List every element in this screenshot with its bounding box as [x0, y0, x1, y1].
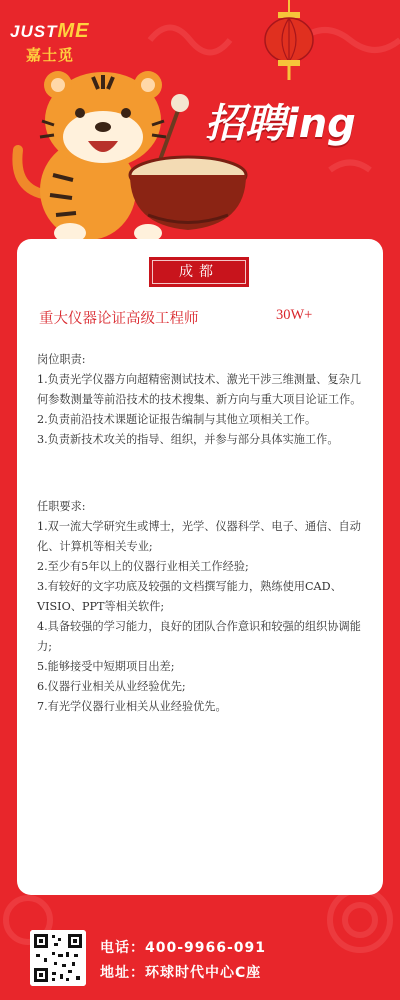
requirement-item: 5.能够接受中短期项目出差;	[37, 660, 175, 673]
requirement-item: 4.具备较强的学习能力，良好的团队合作意识和较强的组织协调能力;	[37, 620, 361, 653]
logo-wordmark: JUSTME	[10, 20, 90, 42]
requirements-section	[37, 497, 367, 717]
qr-code-icon[interactable]	[30, 930, 86, 986]
duty-item: 2.负责前沿技术课题论证报告编制与其他立项相关工作。	[37, 413, 317, 426]
job-salary: 30W+	[276, 307, 313, 323]
phone-label: 电话：	[100, 940, 145, 956]
job-title: 重大仪器论证高级工程师	[39, 311, 199, 327]
requirement-item: 3.有较好的文字功底及较强的文档撰写能力，熟练使用CAD、VISIO、PPT等相关软件;	[37, 580, 342, 613]
city-label: 成都	[179, 264, 219, 280]
contact-address	[100, 962, 261, 982]
city-tag	[149, 257, 249, 287]
logo-chinese-name: 嘉士觅	[26, 46, 75, 64]
duties-section	[37, 350, 367, 450]
duty-item: 3.负责新技术攻关的指导、组织，并参与部分具体实施工作。	[37, 433, 339, 446]
duty-item: 1.负责光学仪器方向超精密测试技术、激光干涉三维测量、复杂几何参数测量等前沿技术的技术搜集、新方向与重大项目论证工作。	[37, 373, 362, 406]
address-value: 环球时代中心C座	[145, 965, 262, 981]
brand-logo	[10, 18, 100, 68]
job-card	[17, 239, 383, 895]
phone-number[interactable]: 400-9966-091	[145, 940, 267, 956]
requirements-heading: 任职要求:	[37, 500, 86, 513]
contact-phone	[100, 937, 266, 957]
requirement-item: 1.双一流大学研究生或博士，光学、仪器科学、电子、通信、自动化、计算机等相关专业;	[37, 520, 361, 553]
requirement-item: 7.有光学仪器行业相关从业经验优先。	[37, 700, 227, 713]
lantern-icon	[258, 0, 320, 85]
address-label: 地址：	[100, 965, 145, 981]
headline: 招聘ing	[205, 101, 356, 147]
requirement-item: 2.至少有5年以上的仪器行业相关工作经验;	[37, 560, 249, 573]
duties-heading: 岗位职责:	[37, 353, 86, 366]
requirement-item: 6.仪器行业相关从业经验优先;	[37, 680, 186, 693]
